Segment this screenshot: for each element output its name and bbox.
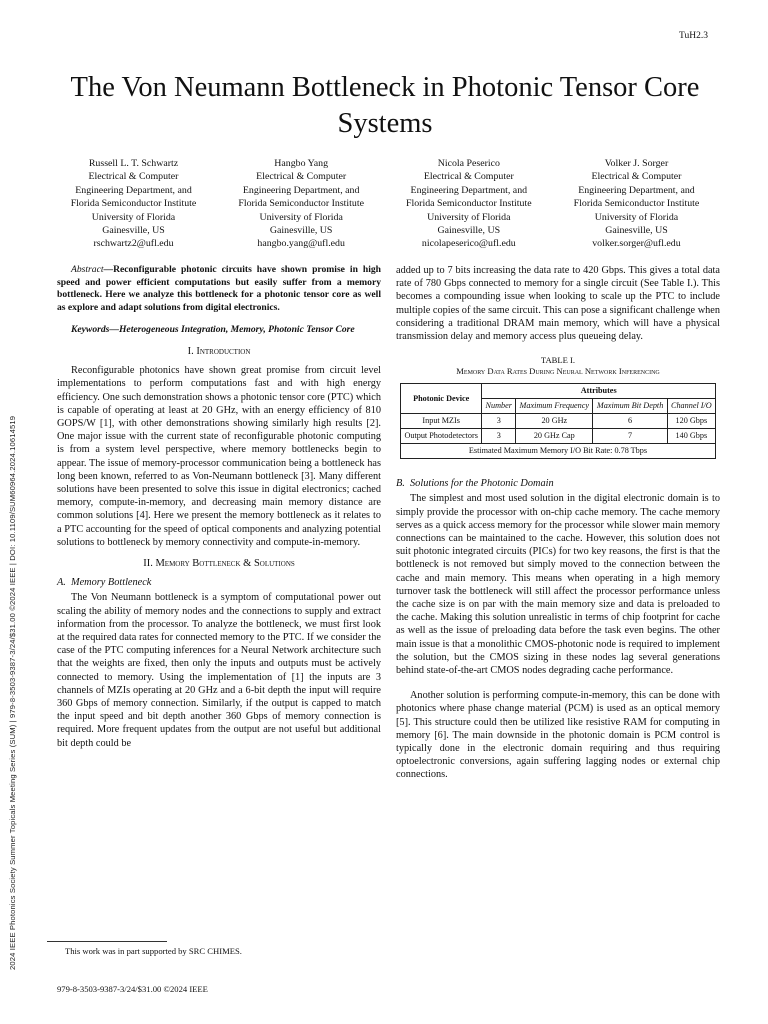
memory-data-rate-table: [400, 383, 716, 459]
author-university: University of Florida: [427, 211, 511, 223]
section-heading-introduction: [57, 345, 381, 358]
author-2: [218, 157, 385, 251]
cell-frequency: 20 GHz Cap: [516, 429, 593, 444]
cell-channel-io: 120 Gbps: [667, 414, 715, 429]
abstract: [57, 264, 381, 314]
author-dept: Engineering Department, and: [410, 184, 528, 196]
table-row: [401, 429, 716, 444]
subsection-label: A.: [57, 577, 66, 589]
subsection-heading-a: [57, 576, 381, 589]
cell-channel-io: 140 Gbps: [667, 429, 715, 444]
solutions-paragraph-2: Another solution is performing compute-in-memory, this can be done with photonics where phase change material (PCM) is used as an optical memory [5]. This structure could then be utilized like resistive RAM for computing in memory [6]. The main downside in the photonic domain is PCM control is typically done in the electronic domain requiring and thus requiring optoelectronic conversions, again suffering lagging nodes or external chip connections.: [396, 690, 720, 781]
author-location: Gainesville, US: [605, 225, 668, 237]
author-3: [385, 157, 552, 251]
cell-bit-depth: 7: [593, 429, 667, 444]
cell-device: Output Photodetectors: [401, 429, 482, 444]
page-id: TuH2.3: [679, 31, 708, 41]
author-email: rschwartz2@ufl.edu: [93, 238, 174, 250]
author-location: Gainesville, US: [437, 225, 501, 237]
keywords-text: Heterogeneous Integration, Memory, Photonic Tensor Core: [118, 324, 355, 336]
author-institute: Florida Semiconductor Institute: [573, 198, 700, 210]
header-number: Number: [482, 399, 516, 414]
subsection-title: Memory Bottleneck: [71, 577, 152, 589]
section-number: II.: [143, 558, 153, 570]
author-institute: Florida Semiconductor Institute: [70, 198, 197, 210]
author-university: University of Florida: [91, 211, 176, 223]
author-name: Volker J. Sorger: [604, 158, 669, 169]
cell-bit-depth: 6: [593, 414, 667, 429]
author-location: Gainesville, US: [102, 225, 165, 237]
funding-footnote: This work was in part supported by SRC CHIMES.: [65, 946, 242, 956]
abstract-label: Abstract: [71, 264, 104, 275]
author-university: University of Florida: [594, 211, 679, 223]
subsection-heading-b: [396, 477, 720, 490]
side-citation: 2024 IEEE Photonics Society Summer Topicals Meeting Series (SUM) | 979-8-3503-9387-3/24/$31.00 ©2024 IEEE | DOI: 10.1109/SUM60964.2024.10614519: [8, 415, 17, 970]
continued-paragraph: added up to 7 bits increasing the data rate to 420 Gbps. This gives a total data rate of 780 Gbps connected to memory for a single circuit (See Table I.). This becomes a compounding issue when looking to scale up the PTC to include multiple copies of the same circuit. This can pose a significant challenge when considering a traditional DRAM main memory, which will have a physical transmission delay and memory access plus queueing delay.: [396, 265, 720, 343]
subsection-title: Solutions for the Photonic Domain: [410, 478, 554, 490]
author-dept: Electrical & Computer: [88, 171, 179, 183]
author-email: nicolapeserico@ufl.edu: [421, 238, 516, 250]
cell-frequency: 20 GHz: [516, 414, 593, 429]
author-institute: Florida Semiconductor Institute: [406, 198, 532, 210]
author-1: [50, 157, 217, 251]
author-name: Hangbo Yang: [274, 158, 329, 169]
abstract-text: Reconfigurable photonic circuits have shown promise in high speed and power efficient computations but easily suffer from a memory bottleneck. Here we analyze this bottleneck for a photonic tensor core as well as explore and adapt solutions from digital electronics.: [57, 264, 381, 313]
table-title: Memory Data Rates During Neural Network Inferencing: [456, 366, 660, 377]
header-photonic-device: Photonic Device: [401, 384, 482, 414]
cell-device: Input MZIs: [401, 414, 482, 429]
memory-bottleneck-paragraph: The Von Neumann bottleneck is a symptom of computational power out scaling the ability of memory nodes and the connections to supply and extract information from the processor. To analyze the bottleneck, we must first look at the required data rates for connected memory to the PTC. If we consider the case of the PTC computing inferences for a Neural Network architecture such that the weights are fixed, then only the inputs and outputs must be actively connected to memory. Using the implementation of [1] the inputs are 3 channels of MZIs operating at 20 GHz and a 6-bit depth the input will require 360 Gbps of memory connection. Similarly, if the output is capped to match the input speed and bit depth another 360 Gbps of memory connection is required. More frequent updates from the output are not useful but additional bit depth could be: [57, 592, 381, 749]
table-caption: [396, 355, 720, 377]
introduction-paragraph: Reconfigurable photonics have shown great promise from circuit level implementations to perform computations fast and with high energy efficiency. One such demonstration shows a photonic tensor core (PTC) which is capable of operating at least at 20 GHz, with an energy efficiency of 810 GOPS/W [1], with other demonstrations showing similarly high results [2]. One major issue with the current state of reconfigurable photonic computing is from a system level perspective, where memory bottlenecks begin to appear. The issue of memory-processor communication being a bottleneck has long been known, referred to as Von-Neumann bottleneck [3]. Many different solutions have been presented to solve this issue in digital electronics; cached memory, compute-in-memory, and decreasing main memory distance are common solutions [4]. Here we present the memory bottleneck as it relates to a PTC accounting for the speed of optical components and analyzing potential solutions to bottleneck by memory connectivity and compute-in-memory.: [57, 365, 381, 548]
header-channel-io: Channel I/O: [667, 399, 715, 414]
author-dept: Engineering Department, and: [578, 184, 695, 196]
footnote-divider: [47, 941, 167, 942]
left-column: [57, 264, 381, 750]
keywords-dash: —: [109, 324, 119, 336]
abstract-dash: —: [103, 264, 114, 275]
paper-title: The Von Neumann Bottleneck in Photonic Tensor Core Systems: [70, 72, 700, 139]
header-bit-depth: Maximum Bit Depth: [593, 399, 667, 414]
solutions-paragraph-1: The simplest and most used solution in the digital electronic domain is to simply provide the processor with on-chip cache memory. The cache memory serves as a quick access memory for the processor while slower main memory connections can be maintained to the cache. However, this solution does not suit photonic integrated circuits (PICs) for two key reasons, the first is that the bottleneck is not removed but simply moved to the connection between the cache and main memory. This means when operating in a high memory turnover task the bottleneck will still affect the processor performance unless the cache size is on par with the main memory size and data is preloaded to the cache. Making this solution unrealistic in terms of chip footprint for cache as well as the issue of preloading data before the task even begins. The other main issue is that a monolithic CMOS-photonic node is required to implement the solution, but the CMOS sizing in these nodes lag several generations behind state-of-the-art CMOS nodes degrading cache performance.: [396, 493, 720, 677]
author-dept: Engineering Department, and: [75, 184, 192, 196]
section-title: Memory Bottleneck & Solutions: [155, 558, 295, 570]
author-name: Russell L. T. Schwartz: [88, 158, 179, 169]
table-number: TABLE I.: [540, 355, 576, 366]
cell-number: 3: [482, 429, 516, 444]
right-column: [396, 264, 720, 782]
keywords: [57, 324, 381, 337]
author-4: [553, 157, 720, 251]
author-dept: Electrical & Computer: [256, 171, 347, 183]
cell-number: 3: [482, 414, 516, 429]
author-institute: Florida Semiconductor Institute: [238, 198, 364, 210]
author-email: volker.sorger@ufl.edu: [592, 238, 681, 250]
author-dept: Electrical & Computer: [591, 171, 682, 183]
author-block: [50, 157, 720, 251]
section-heading-memory: [57, 557, 381, 570]
section-title: Introduction: [196, 345, 251, 357]
author-email: hangbo.yang@ufl.edu: [257, 238, 345, 250]
author-name: Nicola Peserico: [437, 158, 500, 169]
header-attributes: Attributes: [482, 384, 716, 399]
header-frequency: Maximum Frequency: [516, 399, 593, 414]
subsection-label: B.: [396, 478, 405, 490]
table-footer: Estimated Maximum Memory I/O Bit Rate: 0.78 Tbps: [401, 444, 716, 459]
copyright-line: 979-8-3503-9387-3/24/$31.00 ©2024 IEEE: [57, 984, 208, 994]
author-dept: Engineering Department, and: [242, 184, 360, 196]
section-number: I.: [187, 345, 194, 357]
author-university: University of Florida: [259, 211, 343, 223]
table-row: [401, 414, 716, 429]
author-dept: Electrical & Computer: [423, 171, 514, 183]
keywords-label: Keywords: [71, 324, 110, 336]
author-location: Gainesville, US: [269, 225, 333, 237]
